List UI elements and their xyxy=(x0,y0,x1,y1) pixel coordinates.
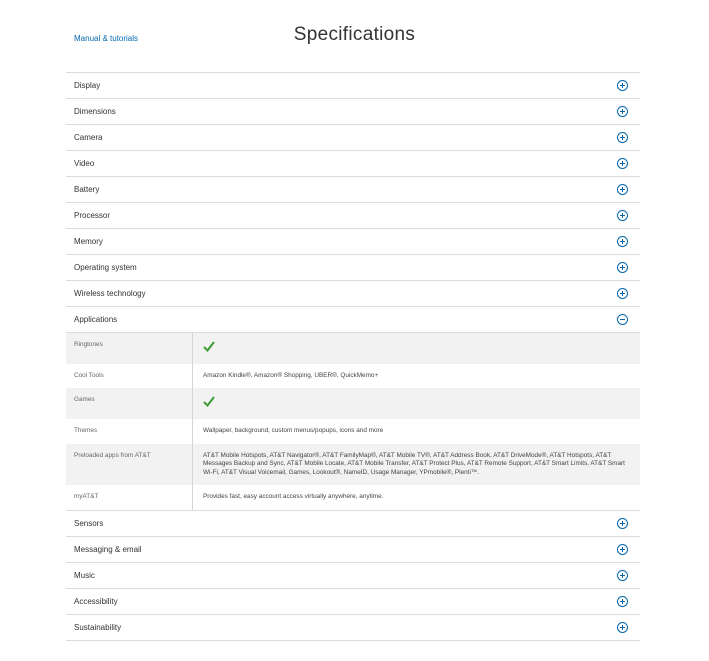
expand-plus-icon[interactable] xyxy=(617,544,628,555)
section-label: Battery xyxy=(74,185,100,194)
expand-plus-icon[interactable] xyxy=(617,570,628,581)
section-header-sensors[interactable] xyxy=(66,511,640,537)
expand-plus-icon[interactable] xyxy=(617,158,628,169)
table-row xyxy=(66,364,640,389)
section-header-operating-system[interactable] xyxy=(66,255,640,281)
spec-section-sensors xyxy=(66,511,640,537)
section-header-music[interactable] xyxy=(66,563,640,589)
spec-section-accessibility xyxy=(66,589,640,615)
applications-detail-table xyxy=(66,333,640,510)
section-label: Camera xyxy=(74,133,103,142)
section-header-display[interactable] xyxy=(66,73,640,99)
section-header-messaging-email[interactable] xyxy=(66,537,640,563)
expand-plus-icon[interactable] xyxy=(617,596,628,607)
section-label: Sustainability xyxy=(74,623,122,633)
section-header-camera[interactable] xyxy=(66,125,640,151)
section-label: Display xyxy=(74,81,101,90)
section-label: Memory xyxy=(74,237,103,246)
section-header-battery[interactable] xyxy=(66,177,640,203)
section-header-dimensions[interactable] xyxy=(66,99,640,125)
table-row xyxy=(66,333,640,364)
page-title: Specifications xyxy=(293,24,416,45)
spec-section-camera xyxy=(66,125,640,151)
spec-section-messaging-email xyxy=(66,537,640,563)
section-label: Accessibility xyxy=(74,597,118,607)
expand-plus-icon[interactable] xyxy=(617,622,628,633)
spec-section-operating-system xyxy=(66,255,640,281)
expand-plus-icon[interactable] xyxy=(617,132,628,143)
spec-value: Amazon Kindle®, Amazon® Shopping, UBER®, QuickMemo+ xyxy=(203,371,379,379)
spec-key: Preloaded apps from AT&T xyxy=(66,444,193,486)
table-row xyxy=(66,444,640,486)
section-header-memory[interactable] xyxy=(66,229,640,255)
spec-section-display xyxy=(66,73,640,99)
spec-value: AT&T Mobile Hotspots, AT&T Navigator®, AT&T FamilyMap®, AT&T Mobile TV®, AT&T Address Book, AT&T DriveMode®, AT&T Hotspots, AT&T Messages Backup and Sync, AT&T Mobile Locate, AT&T Mobile Transfer, AT&T Protect Plus, AT&T Remote Support, AT&T Smart Limits, AT&T Smart Wi-Fi, AT&T Visual Voicemail, Games, Lookout®, NameID, Usage Manager, YPmobile®, Plenti™. xyxy=(193,444,641,486)
spec-section-battery xyxy=(66,177,640,203)
section-header-accessibility[interactable] xyxy=(66,589,640,615)
spec-value xyxy=(193,388,641,419)
check-icon xyxy=(203,396,215,407)
spec-value xyxy=(193,333,641,364)
manual-tutorials-link[interactable]: Manual & tutorials xyxy=(74,34,139,43)
expand-plus-icon[interactable] xyxy=(617,80,628,91)
section-label: Processor xyxy=(74,211,111,220)
spec-section-applications xyxy=(66,307,640,511)
table-row xyxy=(66,388,640,419)
section-header-video[interactable] xyxy=(66,151,640,177)
section-label: Messaging & email xyxy=(74,545,142,555)
spec-key: myAT&T xyxy=(66,485,193,510)
spec-section-memory xyxy=(66,229,640,255)
spec-key: Cool Tools xyxy=(66,364,193,389)
section-label: Sensors xyxy=(74,519,104,529)
spec-section-dimensions xyxy=(66,99,640,125)
section-label: Dimensions xyxy=(74,107,116,116)
spec-section-processor xyxy=(66,203,640,229)
spec-section-wireless-technology xyxy=(66,281,640,307)
expand-plus-icon[interactable] xyxy=(617,518,628,529)
spec-value: Provides fast, easy account access virtually anywhere, anytime. xyxy=(203,493,384,501)
section-label: Video xyxy=(74,159,95,168)
spec-key: Themes xyxy=(66,419,193,444)
section-header-wireless-technology[interactable] xyxy=(66,281,640,307)
spec-key: Ringtones xyxy=(66,333,193,364)
table-row xyxy=(66,419,640,444)
expand-plus-icon[interactable] xyxy=(617,106,628,117)
collapse-minus-icon[interactable] xyxy=(617,314,628,325)
expand-plus-icon[interactable] xyxy=(617,262,628,273)
check-icon xyxy=(203,341,215,352)
section-label: Operating system xyxy=(74,263,137,272)
section-header-sustainability[interactable] xyxy=(66,615,640,641)
section-label: Applications xyxy=(74,315,118,324)
spec-key: Games xyxy=(66,388,193,419)
spec-section-music xyxy=(66,563,640,589)
expand-plus-icon[interactable] xyxy=(617,236,628,247)
section-header-processor[interactable] xyxy=(66,203,640,229)
expand-plus-icon[interactable] xyxy=(617,288,628,299)
section-label: Music xyxy=(74,571,95,581)
spec-section-video xyxy=(66,151,640,177)
specifications-accordion xyxy=(66,72,640,641)
section-header-applications[interactable] xyxy=(66,307,640,333)
section-label: Wireless technology xyxy=(74,289,146,298)
expand-plus-icon[interactable] xyxy=(617,210,628,221)
spec-value: Wallpaper, background, custom menus/popups, icons and more xyxy=(203,426,384,434)
table-row xyxy=(66,485,640,510)
spec-section-sustainability xyxy=(66,615,640,641)
expand-plus-icon[interactable] xyxy=(617,184,628,195)
